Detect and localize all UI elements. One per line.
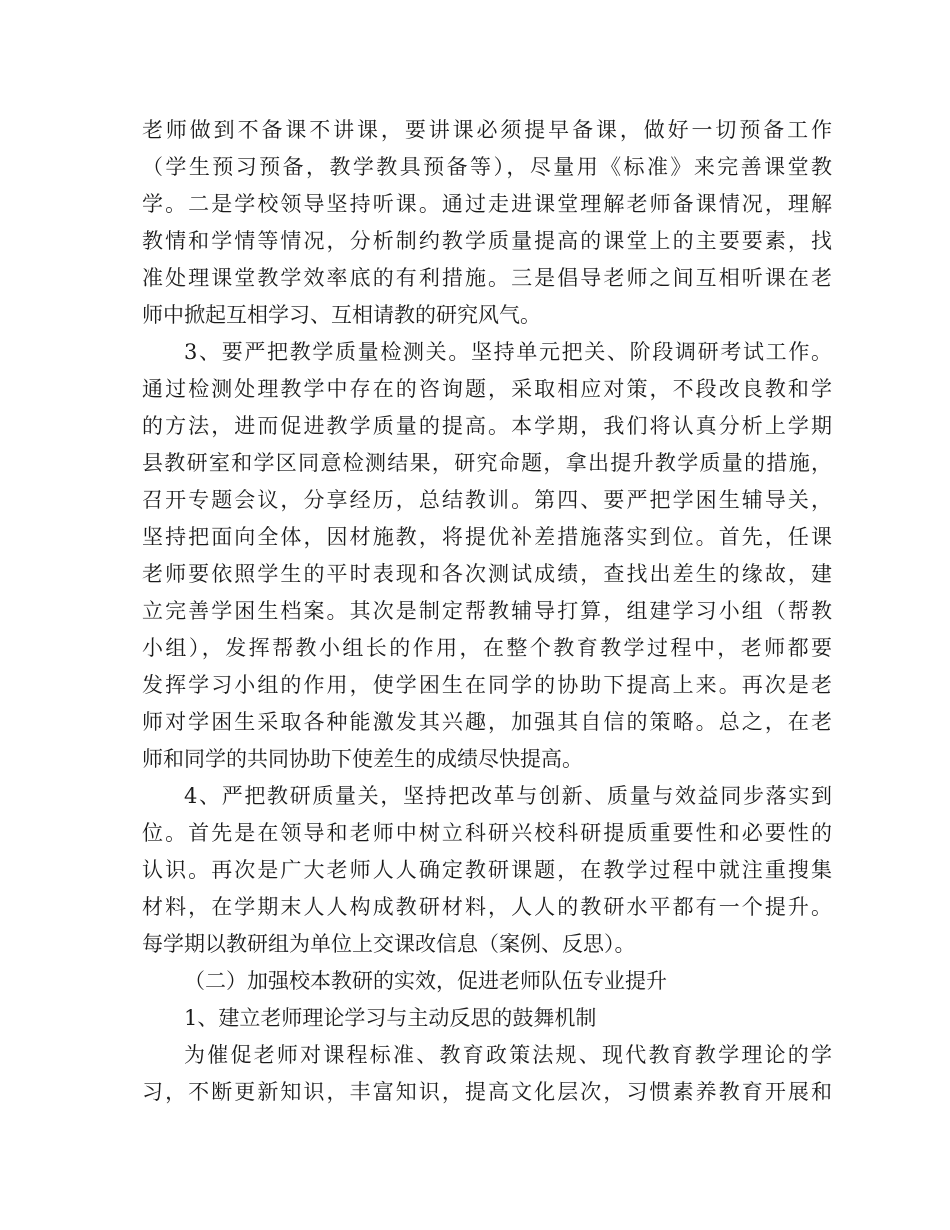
text-line: 召开专题会议，分享经历，总结教训。第四、要严把学困生辅导关， bbox=[142, 488, 832, 512]
text-line: 材料，在学期末人人构成教研材料，人人的教研水平都有一个提升。 bbox=[142, 895, 832, 919]
text-line: 通过检测处理教学中存在的咨询题，采取相应对策，不段改良教和学 bbox=[142, 377, 832, 401]
text-line: 县教研室和学区同意检测结果，研究命题，拿出提升教学质量的措施， bbox=[142, 451, 832, 475]
text-line: 4、严把教研质量关，坚持把改革与创新、质量与效益同步落实到 bbox=[184, 784, 832, 808]
text-line: 小组），发挥帮教小组长的作用，在整个教育教学过程中，老师都要 bbox=[142, 636, 832, 660]
document-body bbox=[142, 112, 832, 1111]
text-line: 1、建立老师理论学习与主动反思的鼓舞机制 bbox=[184, 1006, 597, 1030]
text-line: 为催促老师对课程标准、教育政策法规、现代教育教学理论的学 bbox=[184, 1043, 832, 1067]
text-line: 每学期以教研组为单位上交课改信息（案例、反思）。 bbox=[142, 932, 636, 956]
text-line: 师和同学的共同协助下使差生的成绩尽快提高。 bbox=[142, 747, 583, 771]
text-line: 立完善学困生档案。其次是制定帮教辅导打算，组建学习小组（帮教 bbox=[142, 599, 832, 623]
text-line: 老师做到不备课不讲课，要讲课必须提早备课，做好一切预备工作 bbox=[142, 118, 832, 142]
text-line: 学。二是学校领导坚持听课。通过走进课堂理解老师备课情况，理解 bbox=[142, 192, 832, 216]
text-line: 的方法，进而促进教学质量的提高。本学期，我们将认真分析上学期 bbox=[142, 414, 832, 438]
text-line: 习，不断更新知识，丰富知识，提高文化层次，习惯素养教育开展和 bbox=[142, 1080, 832, 1104]
text-line: 认识。再次是广大老师人人确定教研课题，在教学过程中就注重搜集 bbox=[142, 858, 832, 882]
text-line: 3、要严把教学质量检测关。坚持单元把关、阶段调研考试工作。 bbox=[184, 340, 832, 364]
text-line: 准处理课堂教学效率底的有利措施。三是倡导老师之间互相听课在老 bbox=[142, 266, 832, 290]
text-line: 师中掀起互相学习、互相请教的研究风气。 bbox=[142, 303, 541, 327]
text-line: 老师要依照学生的平时表现和各次测试成绩，查找出差生的缘故，建 bbox=[142, 562, 832, 586]
text-line: 教情和学情等情况，分析制约教学质量提高的课堂上的主要要素，找 bbox=[142, 229, 832, 253]
text-line: 发挥学习小组的作用，使学困生在同学的协助下提高上来。再次是老 bbox=[142, 673, 832, 697]
text-line: 师对学困生采取各种能激发其兴趣，加强其自信的策略。总之，在老 bbox=[142, 710, 832, 734]
text-line: 位。首先是在领导和老师中树立科研兴校科研提质重要性和必要性的 bbox=[142, 821, 832, 845]
text-line: （学生预习预备，教学教具预备等），尽量用《标准》来完善课堂教 bbox=[142, 155, 832, 179]
text-line: 坚持把面向全体，因材施教，将提优补差措施落实到位。首先，任课 bbox=[142, 525, 832, 549]
text-line: （二）加强校本教研的实效，促进老师队伍专业提升 bbox=[184, 969, 667, 993]
